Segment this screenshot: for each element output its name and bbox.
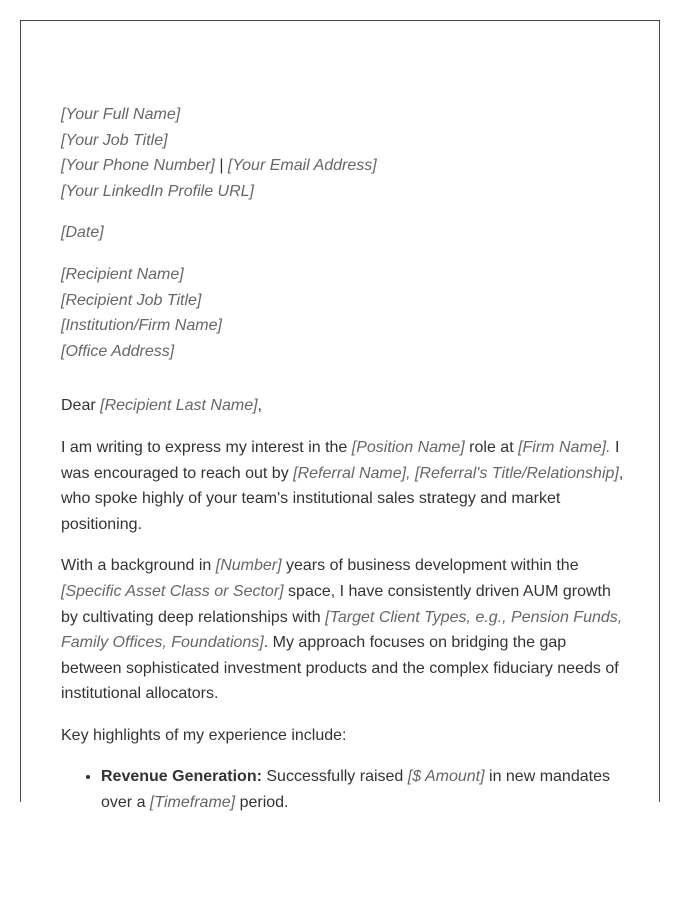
recipient-block <box>61 262 626 364</box>
highlight-text-2: in new mandates over a <box>101 768 610 812</box>
paragraph-background <box>61 553 626 707</box>
recipient-institution: [Institution/Firm Name] <box>61 317 222 335</box>
highlight-amount: [$ Amount] <box>407 768 485 786</box>
letter-content <box>61 102 626 816</box>
recipient-address: [Office Address] <box>61 342 175 360</box>
position-name: [Position Name] <box>351 438 465 456</box>
salutation-greeting: Dear <box>61 397 101 415</box>
sender-full-name: [Your Full Name] <box>61 106 181 123</box>
highlights-list <box>61 764 626 815</box>
target-client-types: [Target Client Types, e.g., Pension Funds, Family Offices, Foundations] <box>61 608 623 652</box>
sender-email: [Your Email Address] <box>227 157 377 175</box>
sender-phone: [Your Phone Number] <box>61 157 215 175</box>
para1-text-1: I am writing to express my interest in the <box>61 438 352 456</box>
sender-block <box>61 102 626 204</box>
highlight-label: Revenue Generation: <box>101 768 262 786</box>
firm-name: [Firm Name]. <box>518 438 611 456</box>
para2-text-2: years of business development within the <box>281 557 579 575</box>
years-number: [Number] <box>215 557 282 575</box>
highlights-intro: Key highlights of my experience include: <box>61 726 347 744</box>
recipient-name: [Recipient Name] <box>61 265 184 283</box>
asset-class-sector: [Specific Asset Class or Sector] <box>61 582 284 600</box>
para1-text-2: role at <box>464 438 519 456</box>
para1-text-4: , who spoke highly of your team's institutional sales strategy and market positioning. <box>61 464 624 533</box>
highlight-text-1: Successfully raised <box>261 768 408 786</box>
list-item <box>101 764 626 815</box>
letter-date: [Date] <box>61 224 104 242</box>
para1-text-3: I was encouraged to reach out by <box>61 438 620 482</box>
salutation <box>61 393 626 419</box>
paragraph-interest <box>61 435 626 537</box>
recipient-job-title: [Recipient Job Title] <box>61 291 202 309</box>
highlight-timeframe: [Timeframe] <box>149 794 236 812</box>
contact-separator: | <box>214 157 228 175</box>
highlight-text-3: period. <box>235 794 289 812</box>
sender-job-title: [Your Job Title] <box>61 131 168 149</box>
para2-text-3: space, I have consistently driven AUM growth by cultivating deep relationships with <box>61 582 611 626</box>
para2-text-1: With a background in <box>61 557 216 575</box>
date-block <box>61 220 626 246</box>
sender-linkedin: [Your LinkedIn Profile URL] <box>61 182 254 200</box>
salutation-last-name: [Recipient Last Name] <box>100 397 258 415</box>
letter-page <box>20 20 660 812</box>
referral-name: [Referral Name], [Referral's Title/Relationship] <box>293 464 619 482</box>
para2-text-4: . My approach focuses on bridging the gap between sophisticated investment products and the complex fiduciary needs of institutional allocators. <box>61 634 619 703</box>
salutation-punct: , <box>257 397 262 415</box>
